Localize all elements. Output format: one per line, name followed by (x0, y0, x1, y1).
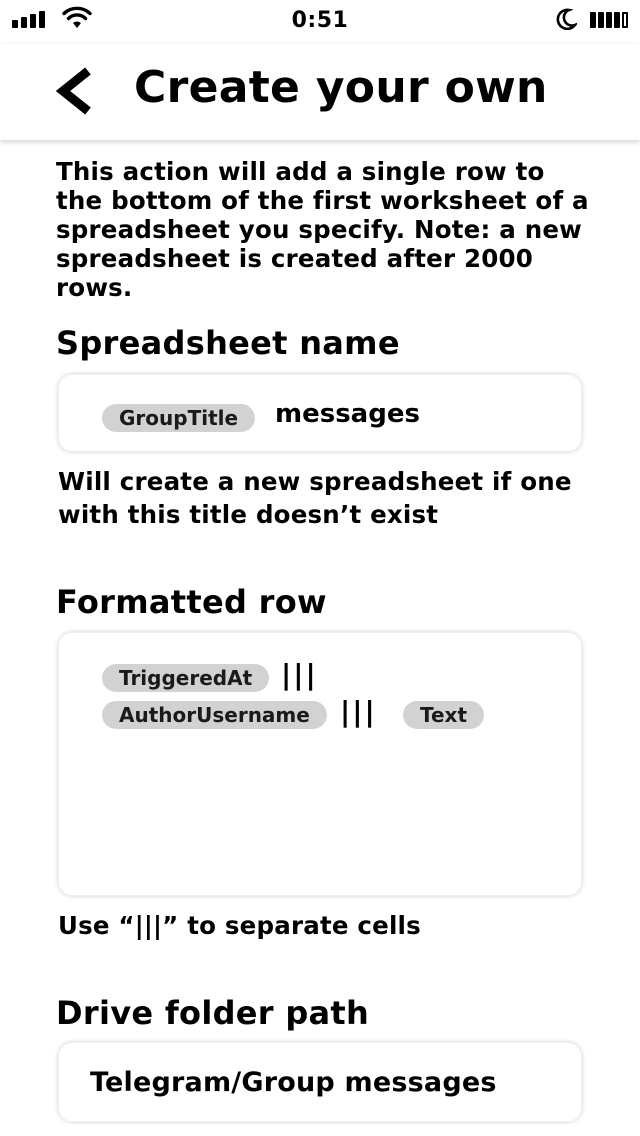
triggeredAt-chip[interactable]: TriggeredAt (102, 664, 269, 692)
status-time: 0:51 (291, 8, 349, 33)
formatted-row-helper: Use “|||” to separate cells (58, 911, 421, 940)
action-description: This action will add a single row to the bottom of the first worksheet of a spreadsheet you specify. Note: a new spreadsheet is created after 2000 rows. (56, 157, 589, 302)
battery-icon (590, 12, 628, 28)
formatted-row-label: Formatted row (56, 583, 327, 621)
chevron-left-icon[interactable] (52, 66, 96, 116)
drive-folder-value: Telegram/Group messages (90, 1067, 497, 1098)
spreadsheet-name-value: messages (275, 399, 420, 429)
spreadsheet-name-label: Spreadsheet name (56, 324, 400, 362)
page-title: Create your own (134, 62, 548, 113)
cell-separator: ||| (340, 695, 377, 728)
drive-folder-field[interactable] (58, 1042, 582, 1122)
formatted-row-field[interactable] (58, 632, 582, 896)
moon-icon (555, 8, 577, 30)
status-bar (0, 0, 640, 44)
authorUsername-chip[interactable]: AuthorUsername (102, 701, 327, 729)
spreadsheet-name-field[interactable] (58, 374, 582, 452)
cell-separator: ||| (281, 658, 318, 691)
drive-folder-label: Drive folder path (56, 994, 370, 1032)
app-header (0, 44, 640, 140)
groupTitle-chip[interactable]: GroupTitle (102, 404, 255, 432)
text-chip[interactable]: Text (403, 701, 484, 729)
spreadsheet-name-helper-2: with this title doesn’t exist (58, 500, 439, 529)
spreadsheet-name-helper-1: Will create a new spreadsheet if one (58, 467, 572, 496)
